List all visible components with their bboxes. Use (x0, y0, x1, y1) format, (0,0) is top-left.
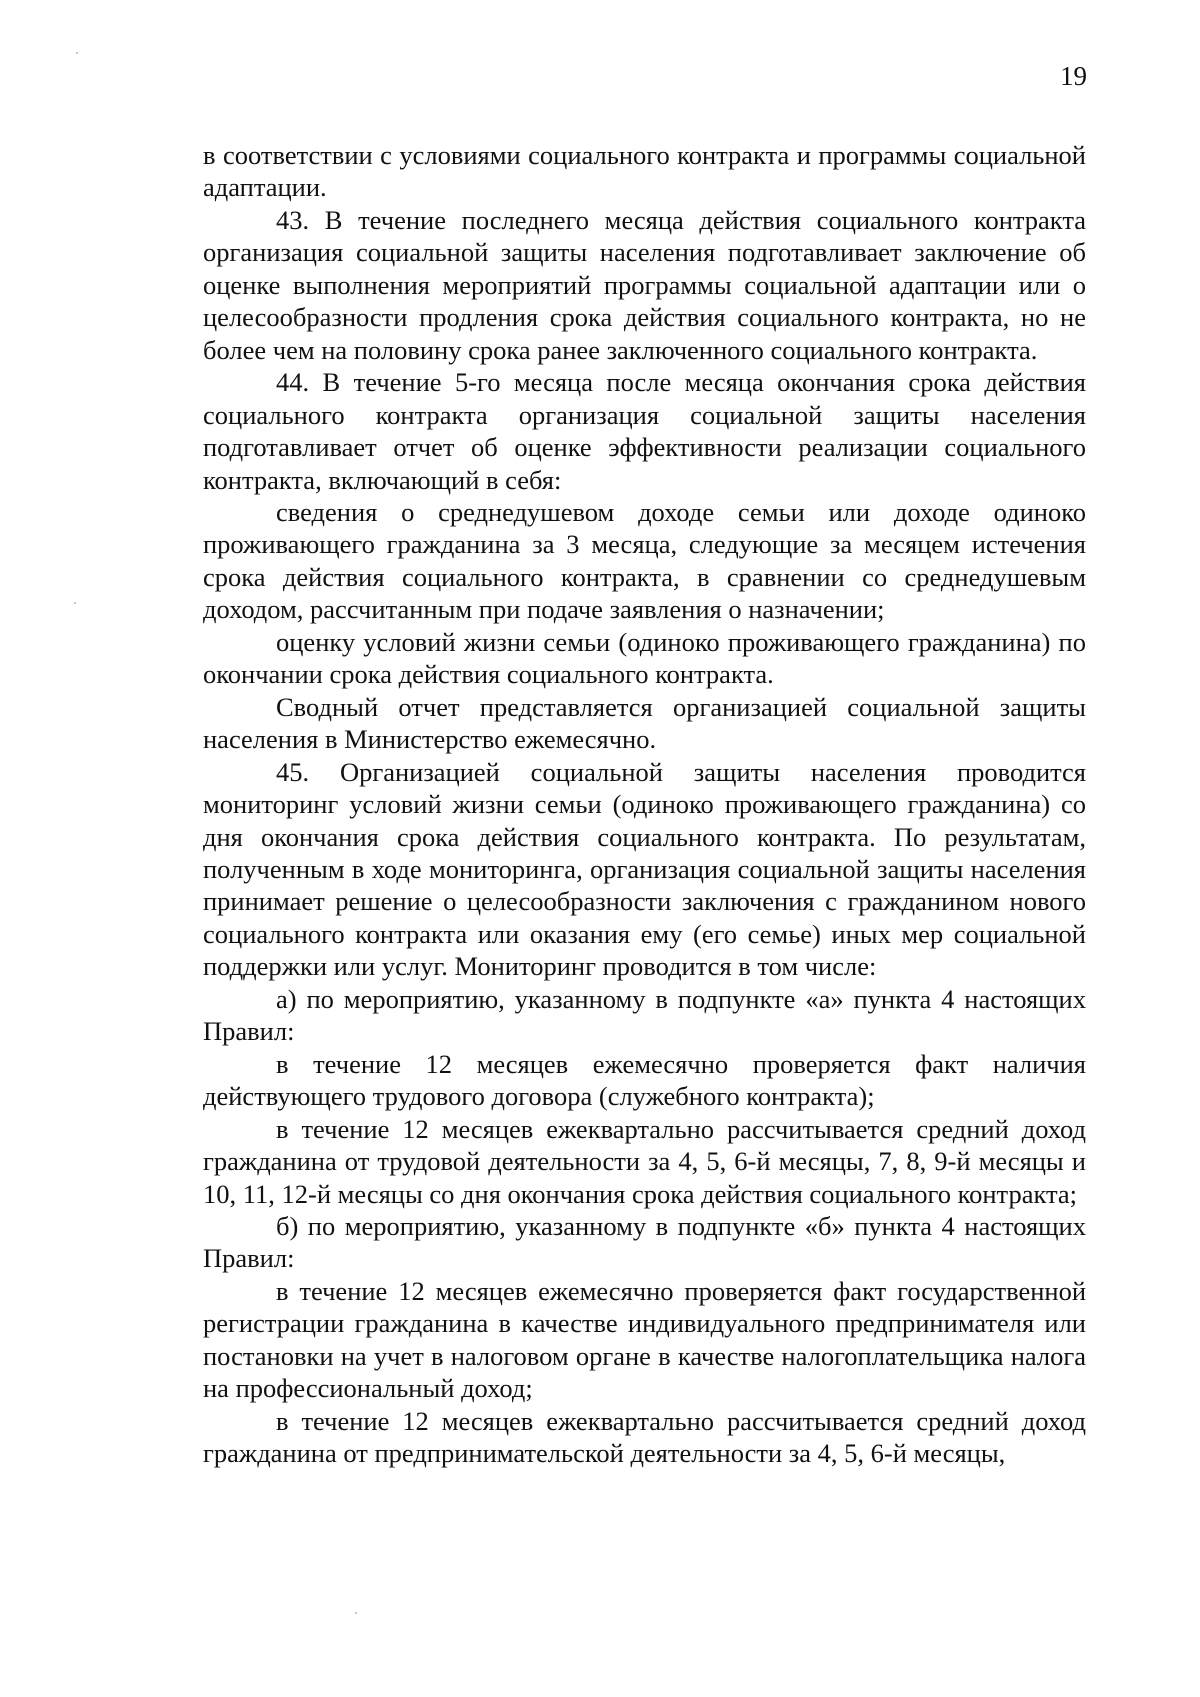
paragraph-a-monthly-check: в течение 12 месяцев ежемесячно проверяется факт наличия действующего трудового договора (служебного контракта); (203, 1048, 1086, 1112)
paragraph-a-quarterly-income: в течение 12 месяцев ежеквартально рассчитывается средний доход гражданина от трудовой деятельности за 4, 5, 6-й месяцы, 7, 8, 9-й месяцы и 10, 11, 12-й месяцы со дня окончания срока действия социального контракта; (203, 1113, 1086, 1209)
paragraph-item-45: 45. Организацией социальной защиты населения проводится мониторинг условий жизни семьи (одиноко проживающего гражданина) со дня окончания срока действия социального контракта. По результатам, полученным в ходе мониторинга, организация социальной защиты населения принимает решение о целесообразности заключения с гражданином нового социального контракта или оказания ему (его семье) иных мер социальной поддержки или услуг. Мониторинг проводится в том числе: (203, 756, 1086, 982)
paragraph-income-info: сведения о среднедушевом доходе семьи или доходе одиноко проживающего гражданина за 3 месяца, следующие за месяцем истечения срока действия социального контракта, в сравнении со среднедушевым доходом, рассчитанным при подаче заявления о назначении; (203, 496, 1086, 625)
paragraph-b-monthly-check: в течение 12 месяцев ежемесячно проверяется факт государственной регистрации гражданина в качестве индивидуального предпринимателя или постановки на учет в налоговом органе в качестве налогоплательщика налога на профессиональный доход; (203, 1275, 1086, 1404)
paragraph-item-43: 43. В течение последнего месяца действия социального контракта организация социальной защиты населения подготавливает заключение об оценке выполнения мероприятий программы социальной адаптации или о целесообразности продления срока действия социального контракта, но не более чем на половину срока ранее заключенного социального контракта. (203, 204, 1086, 365)
document-body (203, 139, 1086, 1470)
paragraph-item-44: 44. В течение 5-го месяца после месяца окончания срока действия социального контракта организация социальной защиты населения подготавливает отчет об оценке эффективности реализации социального контракта, включающий в себя: (203, 367, 1086, 495)
scan-speck (76, 52, 78, 54)
scan-speck (355, 1612, 357, 1614)
paragraph-summary-report: Сводный отчет представляется организацией социальной защиты населения в Министерство ежемесячно. (203, 691, 1086, 755)
page-number: 19 (1060, 61, 1087, 91)
paragraph-living-conditions: оценку условий жизни семьи (одиноко проживающего гражданина) по окончании срока действия социального контракта. (203, 626, 1086, 690)
paragraph-b-quarterly-income: в течение 12 месяцев ежеквартально рассчитывается средний доход гражданина от предпринимательской деятельности за 4, 5, 6-й месяцы, (203, 1405, 1086, 1469)
paragraph-continuation: в соответствии с условиями социального контракта и программы социальной адаптации. (203, 140, 1086, 203)
scan-speck (74, 602, 76, 604)
paragraph-subitem-b: б) по мероприятию, указанному в подпункте «б» пункта 4 настоящих Правил: (203, 1210, 1086, 1274)
paragraph-subitem-a: а) по мероприятию, указанному в подпункте «а» пункта 4 настоящих Правил: (203, 983, 1086, 1047)
